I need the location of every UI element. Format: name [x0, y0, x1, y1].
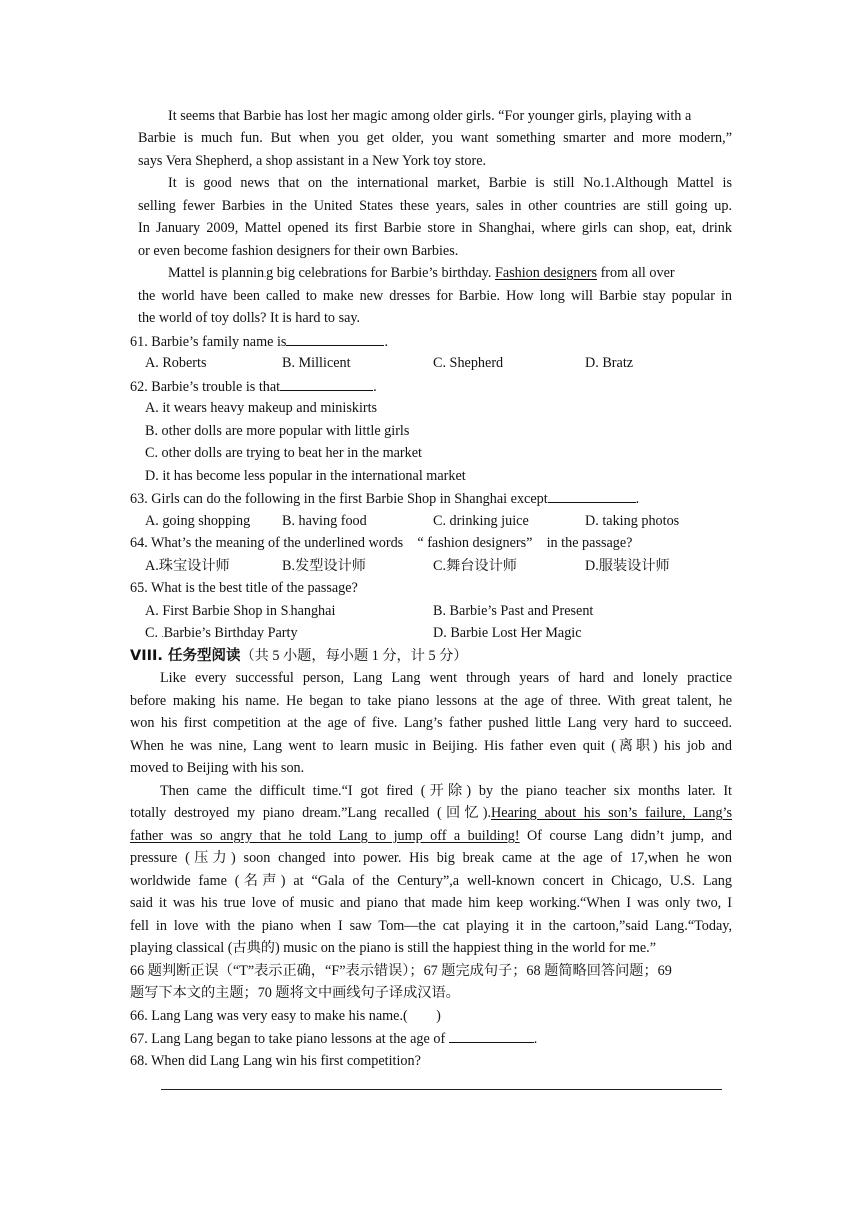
passage2-p2-line2 [130, 802, 732, 824]
passage1-p1-line2: Barbie is much fun. But when you get older, you want something smarter and more modern,” [138, 130, 732, 146]
passage2-p2-line5: worldwide fame (名声) at “Gala of the Century”,a well-known concert in Chicago, U.S. Lang [130, 873, 732, 889]
q62-end: . [373, 379, 377, 395]
question-67 [130, 1027, 537, 1050]
p2-line3-end: Of course Lang didn’t jump, and [519, 828, 732, 844]
underlined-sentence-part1: Hearing about his son’s failure, Lang’s [491, 805, 733, 821]
question-64: 64. What’s the meaning of the underlined words “ fashion designers” in the passage? [130, 535, 633, 551]
q63-option-c: C. drinking juice [433, 513, 529, 529]
passage2-p1-line4: When he was nine, Lang went to learn music in Beijing. His father even quit (离职) his job and [130, 738, 732, 754]
passage2-p2-line3 [130, 825, 732, 847]
q63-option-a: A. going shopping [145, 513, 251, 529]
q62-option-a: A. it wears heavy makeup and miniskirts [145, 400, 378, 416]
q61-end: . [384, 334, 388, 350]
q61-option-a: A. Roberts [145, 355, 207, 371]
passage2-p2-line8: playing classical (古典的) music on the piano is still the happiest thing in the world for me.” [130, 940, 657, 956]
q65-option-a: A. First Barbie Shop in S.hanghai [145, 603, 336, 619]
question-63 [130, 487, 639, 510]
passage1-p3-line2: the world have been called to make new dresses for Barbie. How long will Barbie stay popular in [138, 288, 732, 304]
passage2-p2-line6: said it was his true love of music and piano that made him keep working.“When I was only two, I [130, 895, 732, 911]
p2-line2-start: totally destroyed my piano dream.”Lang recalled (回忆). [130, 805, 492, 821]
q61-option-d: D. Bratz [585, 355, 634, 371]
passage1-p2-line1: It is good news that on the international market, Barbie is still No.1.Although Mattel is [168, 175, 732, 191]
q61-answer-blank[interactable] [286, 330, 384, 346]
passage2-p2-line4: pressure (压力) soon changed into power. His big break came at the age of 17,when he won [130, 850, 732, 866]
q64-option-d: D.服装设计师 [585, 558, 670, 574]
q65-option-c-start: C. [145, 625, 162, 641]
question-66: 66. Lang Lang was very easy to make his name.( ) [130, 1008, 441, 1024]
q63-stem: 63. Girls can do the following in the first Barbie Shop in Shanghai except [130, 491, 548, 507]
q64-option-c: C.舞台设计师 [433, 558, 517, 574]
q65-option-c-end: Barbie’s Birthday Party [163, 625, 298, 641]
passage1-p3-line1: Mattel is plannin.g big celebrations for Barbie’s birthday. Fashion designers from all over [168, 265, 675, 281]
q67-answer-blank[interactable] [449, 1027, 534, 1043]
question-65: 65. What is the best title of the passage? [130, 580, 358, 596]
q63-answer-blank[interactable] [548, 487, 636, 503]
q65-option-b: B. Barbie’s Past and Present [433, 603, 594, 619]
q61-stem: 61. Barbie’s family name is [130, 334, 287, 350]
instructions-line1: 66 题判断正误（“T”表示正确，“F”表示错误）；67 题完成句子；68 题简略回答问题；69 [130, 963, 672, 979]
q62-answer-blank[interactable] [280, 375, 373, 391]
passage1-p2-line3: In January 2009, Mattel opened its first Barbie store in Shanghai, where girls can shop, eat, drink [138, 220, 732, 236]
p3-line1-end: from all over [597, 265, 675, 281]
q61-option-c: C. Shepherd [433, 355, 504, 371]
passage1-p1-line3: says Vera Shepherd, a shop assistant in a New York toy store. [138, 153, 487, 169]
passage2-p1-line3: won his first competition at the age of five. Lang’s father pushed little Lang very hard to succeed. [130, 715, 732, 731]
q61-option-b: B. Millicent [282, 355, 351, 371]
q62-stem: 62. Barbie’s trouble is that [130, 379, 281, 395]
passage1-p2-line4: or even become fashion designers for their own Barbies. [138, 243, 459, 259]
underlined-sentence-part2: father was so angry that he told Lang to jump off a building! [130, 828, 520, 844]
q62-option-d: D. it has become less popular in the international market [145, 468, 466, 484]
q63-end: . [635, 491, 640, 507]
passage2-p2-line1: Then came the difficult time.“I got fired (开除) by the piano teacher six months later. It [160, 783, 732, 799]
section-8-note: （共 5 小题，每小题 1 分，计 5 分） [240, 648, 468, 664]
q67-end: . [533, 1031, 538, 1047]
instructions-line2: 题写下本文的主题；70 题将文中画线句子译成汉语。 [130, 985, 460, 1001]
passage1-p1-line1: It seems that Barbie has lost her magic among older girls. “For younger girls, playing with a [168, 108, 692, 124]
p3-line1-start: Mattel is plannin [168, 265, 265, 281]
q65-option-a-start: A. First Barbie Shop in S [145, 603, 289, 619]
q63-option-b: B. having food [282, 513, 367, 529]
p3-line1-mid: g big celebrations for Barbie’s birthday. [266, 265, 495, 281]
q62-option-c: C. other dolls are trying to beat her in the market [145, 445, 422, 461]
q68-answer-line[interactable] [161, 1089, 722, 1090]
passage1-p3-line3: the world of toy dolls? It is hard to say. [138, 310, 361, 326]
section-8-title: VIII. 任务型阅读 [130, 648, 241, 664]
passage2-p1-line1: Like every successful person, Lang Lang went through years of hard and lonely practice [160, 670, 732, 686]
q63-option-d: D. taking photos [585, 513, 680, 529]
q64-option-b: B.发型设计师 [282, 558, 366, 574]
passage1-p2-line2: selling fewer Barbies in the United States these years, sales in other countries are still going up. [138, 198, 732, 214]
question-68: 68. When did Lang Lang win his first competition? [130, 1053, 421, 1069]
passage2-p2-line7: fell in love with the piano when I saw Tom—the cat playing it in the cartoon,”said Lang.“Today, [130, 918, 732, 934]
question-61 [130, 330, 388, 353]
q67-stem: 67. Lang Lang began to take piano lessons at the age of [130, 1031, 446, 1047]
q65-option-a-end: hanghai [290, 603, 336, 619]
underlined-fashion-designers: Fashion designers [494, 265, 598, 281]
q64-option-a: A.珠宝设计师 [145, 558, 230, 574]
q65-option-d: D. Barbie Lost Her Magic [433, 625, 582, 641]
passage2-p1-line5: moved to Beijing with his son. [130, 760, 305, 776]
q65-option-c: C. .Barbie’s Birthday Party [145, 625, 298, 641]
q62-option-b: B. other dolls are more popular with little girls [145, 423, 410, 439]
section-8-heading [130, 645, 467, 667]
question-62 [130, 375, 377, 398]
passage2-p1-line2: before making his name. He began to take piano lessons at the age of three. With great talent, he [130, 693, 732, 709]
